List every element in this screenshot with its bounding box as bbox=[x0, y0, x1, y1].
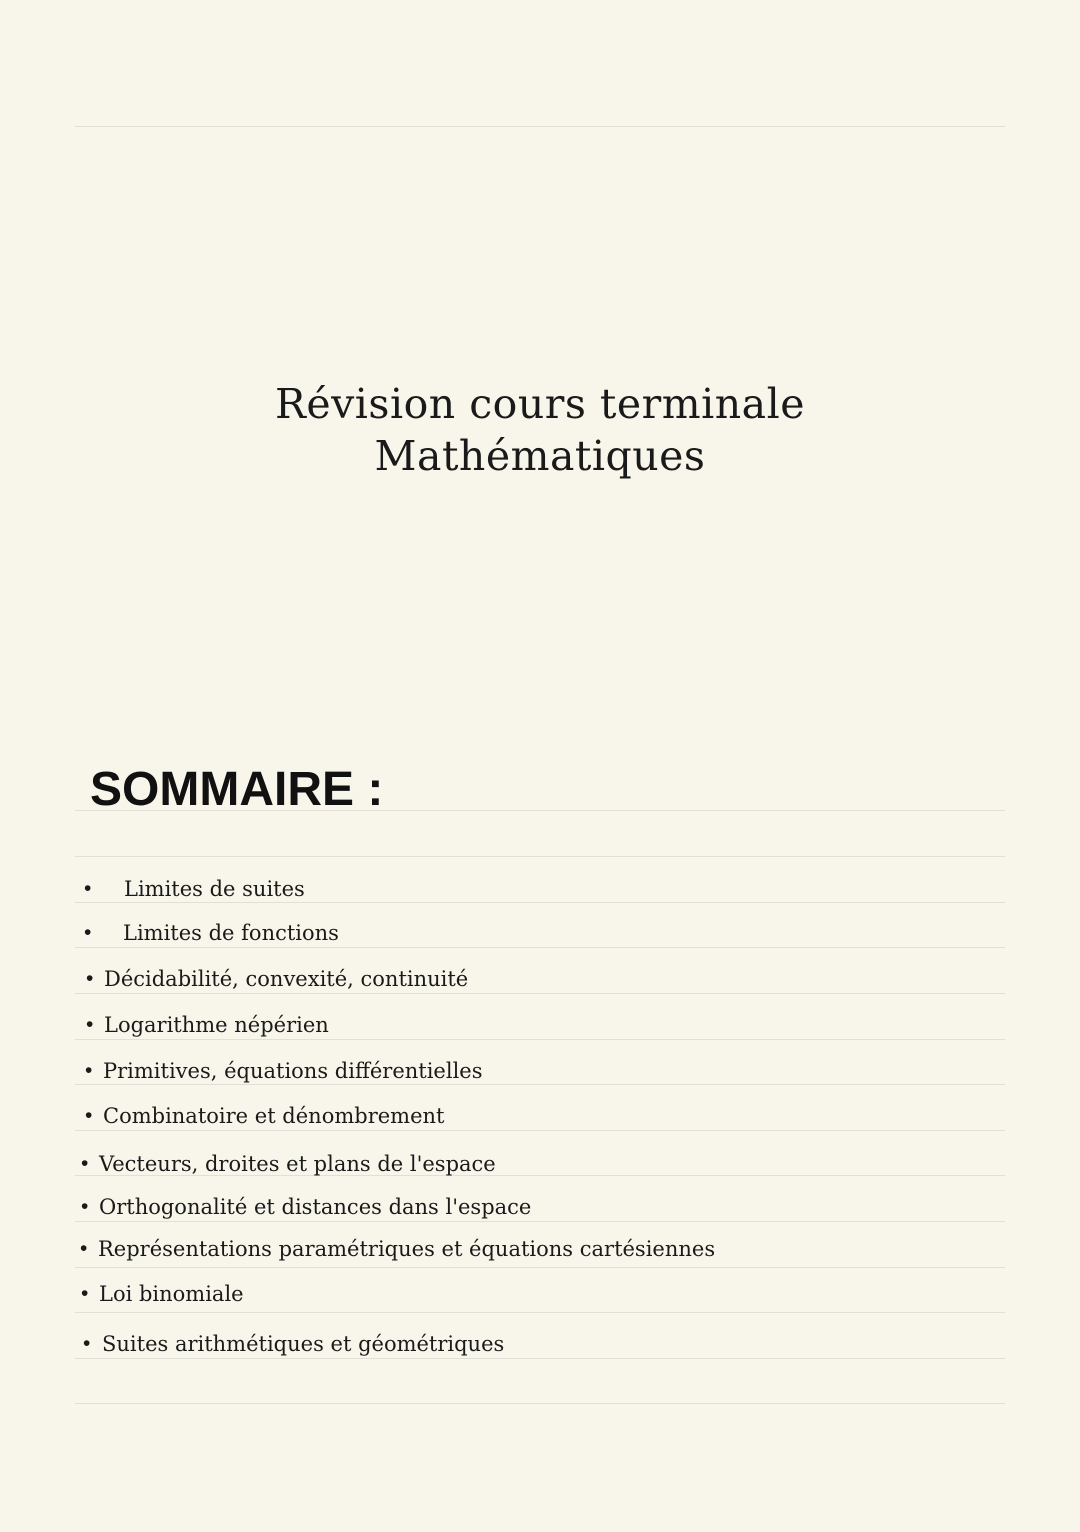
summary-item-label: Loi binomiale bbox=[99, 1282, 244, 1306]
summary-item-label: Vecteurs, droites et plans de l'espace bbox=[99, 1152, 496, 1176]
ruled-line bbox=[75, 1312, 1005, 1313]
bullet-icon: • bbox=[86, 1013, 94, 1036]
summary-item-label: Combinatoire et dénombrement bbox=[103, 1104, 445, 1128]
bullet-icon: • bbox=[81, 1152, 89, 1175]
ruled-line bbox=[75, 1358, 1005, 1359]
bullet-icon: • bbox=[85, 1059, 93, 1082]
ruled-line bbox=[75, 1130, 1005, 1131]
summary-item-label: Représentations paramétriques et équations cartésiennes bbox=[98, 1237, 716, 1261]
ruled-line bbox=[75, 902, 1005, 903]
bullet-icon: • bbox=[85, 1104, 93, 1127]
title-line-1: Révision cours terminale bbox=[275, 380, 805, 428]
ruled-line bbox=[75, 856, 1005, 857]
bullet-icon: • bbox=[81, 1195, 89, 1218]
ruled-line bbox=[75, 1403, 1005, 1404]
bullet-icon: • bbox=[80, 1237, 88, 1260]
bullet-icon: • bbox=[86, 967, 94, 990]
ruled-line bbox=[75, 1039, 1005, 1040]
ruled-line bbox=[75, 126, 1005, 127]
ruled-line bbox=[75, 993, 1005, 994]
ruled-line bbox=[75, 1221, 1005, 1222]
bullet-icon: • bbox=[84, 921, 92, 944]
bullet-icon: • bbox=[83, 1332, 91, 1355]
ruled-line bbox=[75, 1267, 1005, 1268]
summary-item-label: Orthogonalité et distances dans l'espace bbox=[99, 1195, 532, 1219]
ruled-line bbox=[75, 947, 1005, 948]
bullet-icon: • bbox=[81, 1282, 89, 1305]
summary-item-label: Décidabilité, convexité, continuité bbox=[104, 967, 469, 991]
summary-item-label: Limites de fonctions bbox=[123, 921, 339, 945]
bullet-icon: • bbox=[84, 877, 92, 900]
summary-item-label: Primitives, équations différentielles bbox=[103, 1059, 483, 1083]
summary-item-label: Limites de suites bbox=[124, 877, 305, 901]
ruled-line bbox=[75, 1084, 1005, 1085]
title-line-2: Mathématiques bbox=[374, 432, 706, 480]
summary-heading: SOMMAIRE : bbox=[90, 763, 384, 816]
summary-item-label: Logarithme népérien bbox=[104, 1013, 329, 1037]
summary-item-label: Suites arithmétiques et géométriques bbox=[102, 1332, 505, 1356]
